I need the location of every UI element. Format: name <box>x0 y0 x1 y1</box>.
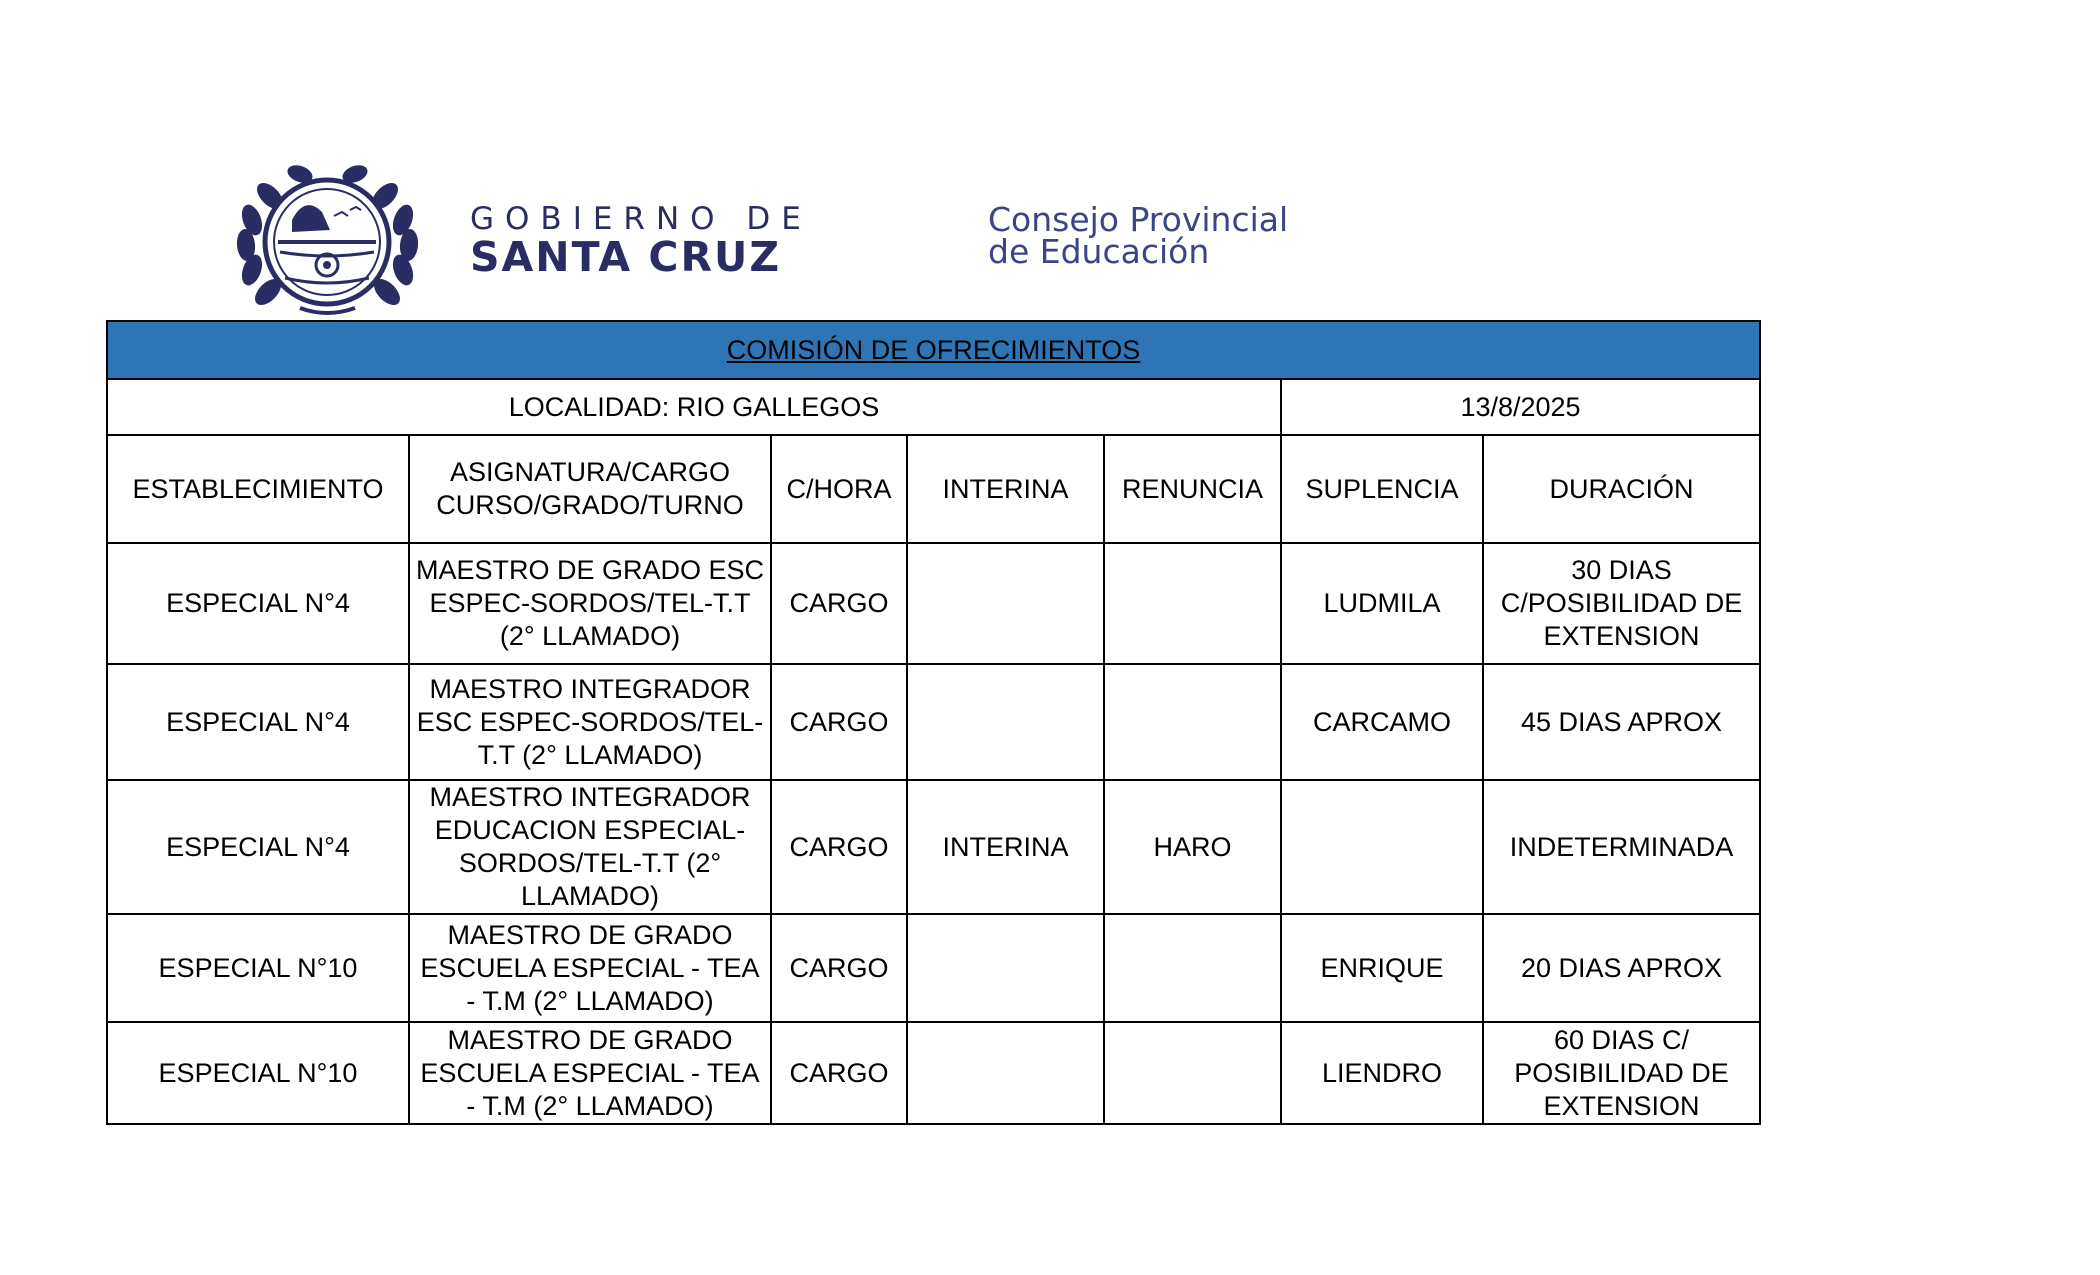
cell-duracion: INDETERMINADA <box>1483 780 1760 914</box>
cell-renuncia: HARO <box>1104 780 1281 914</box>
column-header-chora: C/HORA <box>771 435 907 543</box>
cell-chora: CARGO <box>771 1022 907 1124</box>
cell-suplencia: ENRIQUE <box>1281 914 1483 1022</box>
table-row <box>107 1022 1760 1124</box>
council-line-2: de Educación <box>988 232 1210 271</box>
cell-chora: CARGO <box>771 780 907 914</box>
cell-establecimiento: ESPECIAL N°4 <box>107 664 409 780</box>
cell-asignatura: MAESTRO DE GRADO ESC ESPEC-SORDOS/TEL-T.T (2° LLAMADO) <box>409 543 771 664</box>
cell-suplencia: LIENDRO <box>1281 1022 1483 1124</box>
government-line-1: GOBIERNO DE <box>470 201 812 237</box>
cell-duracion: 30 DIAS C/POSIBILIDAD DE EXTENSION <box>1483 543 1760 664</box>
cell-interina <box>907 664 1104 780</box>
cell-asignatura: MAESTRO DE GRADO ESCUELA ESPECIAL - TEA - T.M (2° LLAMADO) <box>409 914 771 1022</box>
cell-interina <box>907 1022 1104 1124</box>
cell-suplencia <box>1281 780 1483 914</box>
column-header-suplencia: SUPLENCIA <box>1281 435 1483 543</box>
cell-duracion: 60 DIAS C/ POSIBILIDAD DE EXTENSION <box>1483 1022 1760 1124</box>
table-row <box>107 780 1760 914</box>
page-header <box>230 160 1430 320</box>
offers-table <box>106 320 1761 1125</box>
government-line-2: SANTA CRUZ <box>470 233 782 281</box>
column-header-interina: INTERINA <box>907 435 1104 543</box>
cell-chora: CARGO <box>771 543 907 664</box>
council-name <box>988 200 1289 271</box>
cell-duracion: 20 DIAS APROX <box>1483 914 1760 1022</box>
coat-of-arms-icon <box>230 160 425 320</box>
cell-establecimiento: ESPECIAL N°10 <box>107 914 409 1022</box>
cell-asignatura: MAESTRO INTEGRADOR EDUCACION ESPECIAL-SORDOS/TEL-T.T (2° LLAMADO) <box>409 780 771 914</box>
cell-suplencia: LUDMILA <box>1281 543 1483 664</box>
table-title: COMISIÓN DE OFRECIMIENTOS <box>107 321 1760 379</box>
cell-chora: CARGO <box>771 914 907 1022</box>
council-line-1: Consejo Provincial <box>988 200 1289 239</box>
column-header-renuncia: RENUNCIA <box>1104 435 1281 543</box>
cell-asignatura: MAESTRO INTEGRADOR ESC ESPEC-SORDOS/TEL-T.T (2° LLAMADO) <box>409 664 771 780</box>
date-label: 13/8/2025 <box>1281 379 1760 435</box>
cell-renuncia <box>1104 914 1281 1022</box>
cell-establecimiento: ESPECIAL N°4 <box>107 543 409 664</box>
column-header-duracion: DURACIÓN <box>1483 435 1760 543</box>
column-header-establecimiento: ESTABLECIMIENTO <box>107 435 409 543</box>
cell-duracion: 45 DIAS APROX <box>1483 664 1760 780</box>
cell-interina <box>907 914 1104 1022</box>
table-row <box>107 543 1760 664</box>
cell-establecimiento: ESPECIAL N°4 <box>107 780 409 914</box>
cell-establecimiento: ESPECIAL N°10 <box>107 1022 409 1124</box>
cell-interina <box>907 543 1104 664</box>
table-row <box>107 914 1760 1022</box>
cell-asignatura: MAESTRO DE GRADO ESCUELA ESPECIAL - TEA - T.M (2° LLAMADO) <box>409 1022 771 1124</box>
cell-chora: CARGO <box>771 664 907 780</box>
table-row <box>107 664 1760 780</box>
cell-suplencia: CARCAMO <box>1281 664 1483 780</box>
locality-label: LOCALIDAD: RIO GALLEGOS <box>107 379 1281 435</box>
cell-interina: INTERINA <box>907 780 1104 914</box>
column-header-asignatura: ASIGNATURA/CARGO CURSO/GRADO/TURNO <box>409 435 771 543</box>
government-name <box>470 201 812 281</box>
cell-renuncia <box>1104 1022 1281 1124</box>
cell-renuncia <box>1104 664 1281 780</box>
cell-renuncia <box>1104 543 1281 664</box>
